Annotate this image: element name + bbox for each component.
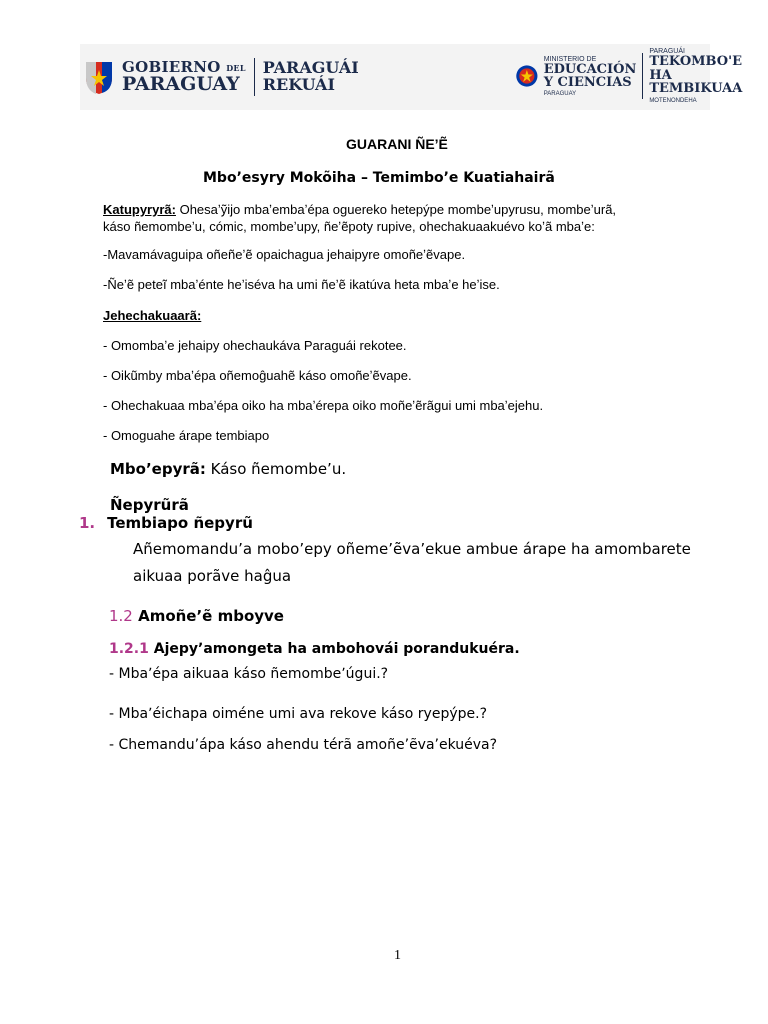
section-1-2-number: 1.2 xyxy=(109,607,133,625)
katupyryra-line1: Ohesaʼỹijo mbaʼembaʼépa oguereko hetepýpe mombeʼupyrusu, mombeʼurã, xyxy=(175,202,617,217)
section-1-text-line2: aikuaa porãve haĝua xyxy=(133,567,292,585)
katupyryra-label: Katupyryrã: xyxy=(103,202,176,217)
page-number: 1 xyxy=(394,948,401,963)
gobierno-del: DEL xyxy=(226,63,246,73)
question-2: - Mbaʼéichapa oiméne umi ava rekove káso ryepýpe.? xyxy=(109,706,487,722)
section-1-2-title: Amoñe’ẽ mboyve xyxy=(132,607,284,625)
objective-item-2: -Ñeʼẽ peteĩ mbaʼénte heʼiséva ha umi ñeʼẽ ikatúva heta mbaʼe heʼise. xyxy=(103,277,500,292)
objective-item-1: -Mavamávaguipa oñeñeʼẽ opaichagua jehaipyre omoñeʼẽvape. xyxy=(103,247,466,262)
section-1-number: 1. xyxy=(79,514,96,532)
document-subtitle: Mbo’esyry Mokõiha – Temimbo’e Kuatiahairã xyxy=(203,170,555,186)
paraguay-small-label: PARAGUAY xyxy=(543,90,577,97)
section-1-2-1-heading xyxy=(109,641,520,657)
question-1: - Mbaʼépa aikuaa káso ñemombeʼúgui.? xyxy=(109,666,389,682)
ministerio-label: MINISTERIO DE xyxy=(543,55,597,63)
paraguay-seal-icon xyxy=(82,58,116,96)
gobierno-paraguay: PARAGUAY xyxy=(122,73,240,95)
section-1-heading xyxy=(79,514,253,532)
motenondeha-label: MOTENONDEHA xyxy=(649,97,697,104)
logo-divider-right xyxy=(642,53,643,99)
section-1-text-line1: Añemomanduʼa moboʼepy oñemeʼẽvaʼekue ambue árape ha amombarete xyxy=(133,540,691,558)
mboepyra-line xyxy=(110,460,346,478)
section-1-title: Tembiapo ñepyrũ xyxy=(107,514,253,532)
ciencias-label: Y CIENCIAS xyxy=(543,74,632,90)
paraguai-small-label: PARAGUÁI xyxy=(649,47,685,55)
tembikuaa-label: HA TEMBIKUAA xyxy=(649,67,743,97)
indicator-item-1: - Omombaʼe jehaipy ohechaukáva Paraguái rekotee. xyxy=(103,338,407,353)
tekombo-label: TEKOMBO'E xyxy=(649,54,743,70)
paraguai-word: PARAGUÁI xyxy=(262,58,359,78)
educacion-label: EDUCACIÓN xyxy=(543,61,637,77)
gobierno-word: GOBIERNO xyxy=(122,58,221,76)
gobierno-logo xyxy=(82,56,359,98)
indicator-item-3: - Ohechakuaa mbaʼépa oiko ha mbaʼérepa oiko moñeʼẽrãgui umi mbaʼejehu. xyxy=(103,398,544,413)
section-1-2-heading xyxy=(109,607,284,625)
indicator-item-2: - Oikũmby mbaʼépa oñemoĝuahẽ káso omoñeʼẽvape. xyxy=(103,368,412,383)
rekuai-word: REKUÁI xyxy=(262,75,335,94)
jehechakuaara-label: Jehechakuaarã: xyxy=(103,308,202,323)
logo-divider xyxy=(254,58,255,96)
mboepyra-label: Mbo’epyrã: xyxy=(110,460,206,478)
ministerio-seal-icon xyxy=(514,61,540,91)
nepyrura-heading: Ñepyrũrã xyxy=(110,496,189,514)
katupyryra-paragraph xyxy=(103,201,703,235)
question-3: - Chemandu’ápa káso ahendu térã amoñe’ẽva’ekuéva? xyxy=(109,737,498,753)
document-title: GUARANI ÑE’Ẽ xyxy=(346,136,448,152)
mboepyra-text: Káso ñemombeʼu. xyxy=(205,460,347,478)
section-1-2-1-number: 1.2.1 xyxy=(109,641,149,657)
indicator-item-4: - Omoguahe árape tembiapo xyxy=(103,428,270,443)
ministerio-logo xyxy=(514,47,768,104)
section-1-2-1-title: Ajepyʼamongeta ha ambohovái porandukuéra. xyxy=(148,641,520,657)
katupyryra-line2: káso ñemombeʼu, cómic, mombeʼupy, ñeʼẽpoty rupive, ohechakuaakuévo koʼã mbaʼe: xyxy=(103,219,595,234)
